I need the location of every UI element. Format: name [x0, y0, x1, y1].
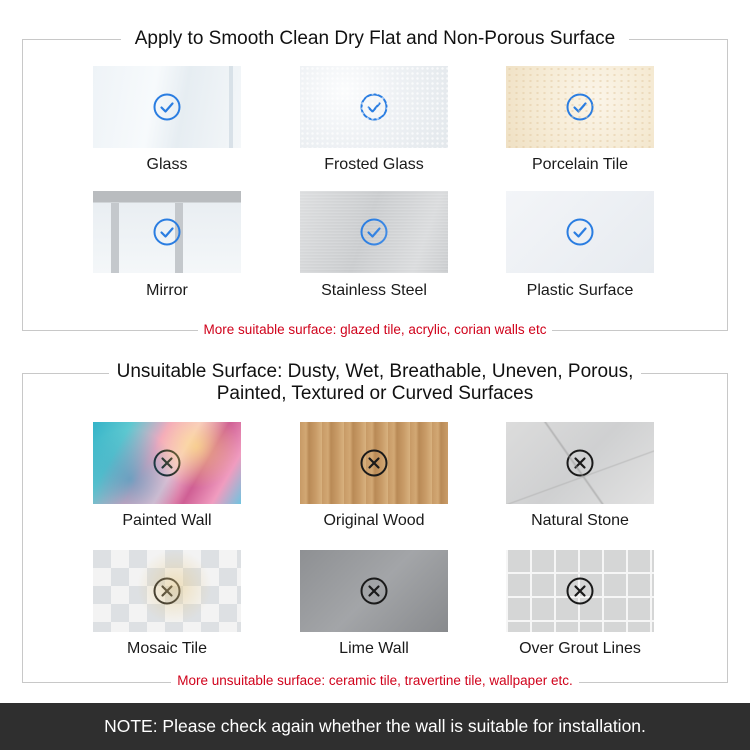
original-wood-label: Original Wood — [323, 512, 425, 529]
mirror-image — [93, 191, 241, 273]
x-circle-icon — [566, 577, 594, 605]
mirror-frame-bar — [111, 203, 119, 273]
frosted-glass-label: Frosted Glass — [324, 156, 424, 173]
x-circle-icon — [360, 577, 388, 605]
lime-wall-label: Lime Wall — [339, 640, 409, 657]
painted-wall-label: Painted Wall — [122, 512, 212, 529]
stainless-steel-image — [300, 191, 448, 273]
footer-banner — [0, 703, 750, 750]
mosaic-tile-label: Mosaic Tile — [126, 640, 208, 657]
x-circle-icon — [566, 449, 594, 477]
footer-note-text: NOTE: Please check again whether the wall is suitable for installation. — [104, 716, 646, 736]
stainless-steel-label: Stainless Steel — [321, 282, 427, 299]
suitable-title: Apply to Smooth Clean Dry Flat and Non-Porous Surface — [121, 27, 630, 51]
x-circle-icon — [153, 577, 181, 605]
check-circle-icon — [360, 93, 388, 121]
unsuitable-heading — [0, 361, 750, 405]
original-wood-image — [300, 422, 448, 504]
suitable-note-text: More suitable surface: glazed tile, acrylic, corian walls etc — [198, 322, 553, 338]
natural-stone-image — [506, 422, 654, 504]
suitable-heading — [0, 27, 750, 51]
check-circle-icon — [153, 218, 181, 246]
natural-stone-label: Natural Stone — [531, 512, 629, 529]
check-circle-icon — [566, 93, 594, 121]
check-circle-icon — [153, 93, 181, 121]
mirror-label: Mirror — [146, 282, 188, 299]
unsuitable-title-line1: Unsuitable Surface: Dusty, Wet, Breathable, Uneven, Porous, — [109, 361, 642, 383]
over-grout-lines-image — [506, 550, 654, 632]
unsuitable-note-text: More unsuitable surface: ceramic tile, travertine tile, wallpaper etc. — [171, 673, 578, 689]
unsuitable-note — [0, 673, 750, 689]
frosted-glass-image — [300, 66, 448, 148]
glass-label: Glass — [146, 156, 188, 173]
plastic-surface-image — [506, 191, 654, 273]
glass-image — [93, 66, 241, 148]
suitable-note — [0, 322, 750, 338]
x-circle-icon — [153, 449, 181, 477]
mosaic-tile-image — [93, 550, 241, 632]
lime-wall-image — [300, 550, 448, 632]
check-circle-icon — [360, 218, 388, 246]
unsuitable-title-line2: Painted, Textured or Curved Surfaces — [209, 383, 542, 405]
porcelain-tile-image — [506, 66, 654, 148]
porcelain-tile-label: Porcelain Tile — [531, 156, 629, 173]
plastic-surface-label: Plastic Surface — [526, 282, 634, 299]
painted-wall-image — [93, 422, 241, 504]
x-circle-icon — [360, 449, 388, 477]
over-grout-lines-label: Over Grout Lines — [519, 640, 641, 657]
check-circle-icon — [566, 218, 594, 246]
